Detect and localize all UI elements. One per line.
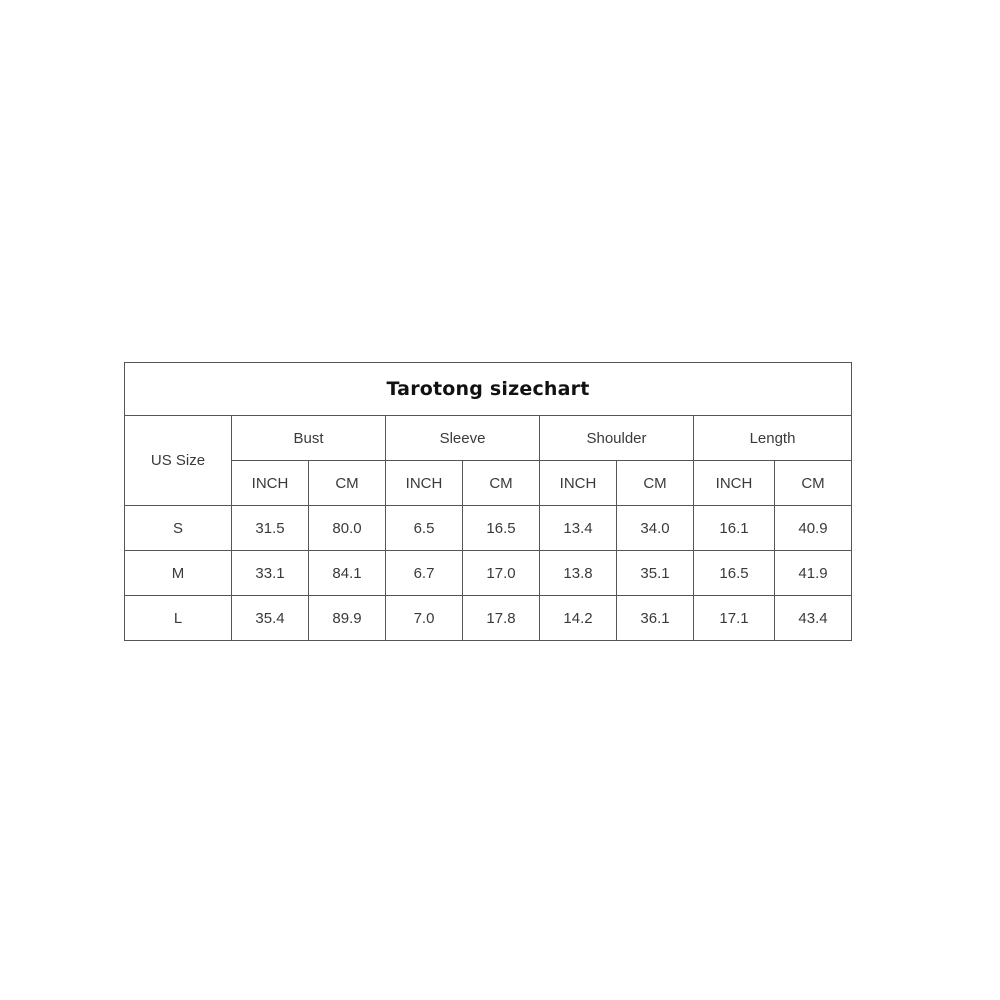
shoulder-header: Shoulder xyxy=(540,416,694,461)
table-cell: 34.0 xyxy=(617,506,694,551)
size-label: S xyxy=(125,506,232,551)
unit-header: CM xyxy=(617,461,694,506)
table-row xyxy=(125,551,852,596)
table-cell: 17.8 xyxy=(463,596,540,641)
table-cell: 80.0 xyxy=(309,506,386,551)
length-header: Length xyxy=(694,416,852,461)
table-cell: 6.5 xyxy=(386,506,463,551)
table-cell: 13.4 xyxy=(540,506,617,551)
table-cell: 89.9 xyxy=(309,596,386,641)
table-cell: 17.1 xyxy=(694,596,775,641)
unit-header: CM xyxy=(309,461,386,506)
table-cell: 6.7 xyxy=(386,551,463,596)
unit-header: CM xyxy=(463,461,540,506)
chart-title: Tarotong sizechart xyxy=(125,363,852,416)
table-cell: 13.8 xyxy=(540,551,617,596)
table-cell: 17.0 xyxy=(463,551,540,596)
us-size-header: US Size xyxy=(125,416,232,506)
table-cell: 31.5 xyxy=(232,506,309,551)
table-cell: 36.1 xyxy=(617,596,694,641)
table-cell: 41.9 xyxy=(775,551,852,596)
unit-header: CM xyxy=(775,461,852,506)
bust-header: Bust xyxy=(232,416,386,461)
table-cell: 16.1 xyxy=(694,506,775,551)
unit-header: INCH xyxy=(386,461,463,506)
table-cell: 35.4 xyxy=(232,596,309,641)
table-cell: 7.0 xyxy=(386,596,463,641)
table-row xyxy=(125,596,852,641)
unit-header: INCH xyxy=(694,461,775,506)
unit-header: INCH xyxy=(540,461,617,506)
size-label: L xyxy=(125,596,232,641)
table-cell: 16.5 xyxy=(694,551,775,596)
table-row xyxy=(125,506,852,551)
table-cell: 43.4 xyxy=(775,596,852,641)
table-cell: 40.9 xyxy=(775,506,852,551)
table-cell: 35.1 xyxy=(617,551,694,596)
size-chart-table xyxy=(124,362,852,641)
table-cell: 33.1 xyxy=(232,551,309,596)
size-label: M xyxy=(125,551,232,596)
table-cell: 16.5 xyxy=(463,506,540,551)
table-cell: 14.2 xyxy=(540,596,617,641)
unit-header: INCH xyxy=(232,461,309,506)
table-cell: 84.1 xyxy=(309,551,386,596)
sleeve-header: Sleeve xyxy=(386,416,540,461)
